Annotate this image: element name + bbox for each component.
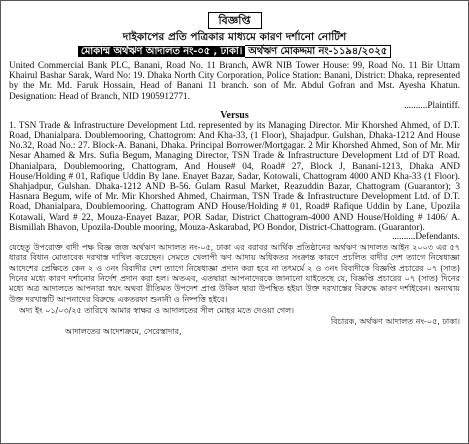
defendants-details: 1. TSN Trade & Infrastructure Development Ltd. represented by its Managing Director. Mir Khorshed Ahmed, of D.T. Road, Dhanialpara. Doublemooring, Chattogrom: And Kha-33, (1 Floor), Shajadpur. Gulshan, Dhaka-1212 And House No.32, Road No.: 27. Block-A. Banani, Dhaka. Principal Borrower/Mortgagar. 2 Mir Khorshed Ahmed, Son of Mr. Mir Nesar Ahamed & Mrs. Sufia Begum, Managing Director, TSN Trade & Infrastructure Development Ltd of DT Road. Dhanialpara, Doublemooring, Chattogram, And House# 04, Road# 27, Block J, Banani-1213, Dhaka AND House/Holding # 01, Rafique Uddin By lane. Enayet Bazar, Sadar, Kotowali, Chattogram 4000 AND Kha-33 (1 Floor). Shahjadpur, Gulshan. Dhaka-1212 AND B-56. Gulam Rasul Market, Reazuddin Bazar, Chattogram (Guarantor); 3 Hasnara Begum, wife of Mr. Mir Khorshed Ahmed, Chairman, TSN Trade & Infrastructure Development Ltd. of D.T. Road, Dhanialpara, Doublemooring. Chattogram AND House/Holding # 01, Road# Rafique Uddin by Lane, Upozila Kotawali, Ward # 22, Mouza-Enayet Bazar, POR Sadar, District Chattogram-4000 AND House/Holding # 1406/ A. Bismillah Bhavon, Upozila-Double mooring, Mouza-Askarabad, PO Bondor, District-Chattogram. (Guarantor). (9, 120, 460, 233)
plaintiff-section (9, 61, 460, 111)
judge-signature-line: বিচারক, অর্থঋণ আদালত নং-০৫, ঢাকা। (330, 316, 460, 326)
defendants-label: ..........Defendants. (392, 232, 460, 243)
versus-heading: Versus (220, 109, 249, 121)
notice-subtitle: দাইকাপের প্রতি পত্রিকার মাধ্যমে কারণ দর্শানো নোটিশ (122, 31, 347, 43)
title-wrap (9, 9, 460, 29)
issue-date-line: অদ্য ইং ০১/০৩/২৫ তারিখে আমার স্বাক্ষর ও আদালতের সীল মোহর মতে দেওয়া গেল। (19, 305, 295, 315)
defendants-section (9, 121, 460, 242)
case-number: অর্থঋণ মোকদ্দমা নং-১১৯৪/২০২৫ (245, 45, 391, 58)
notice-body: যেহেতু উপরোক্ত বাদী পক্ষ বিজ্ঞ জজ অর্থঋণ আদালত নং-০৫, ঢাকা এর বরাবর আর্থিক প্রতিষ্ঠানের অর্থঋণ আদালত আইন ২০০৩ এর ৫৭ ধারার বিধান মোতাবেক দরখাস্ত দাখিল করেছেন। সেমতে খেলাপী ঋণ আদায় অধিকতর সংক্রান্ত কারণে প্রচলিত বাদীর দেশ ত্যাগে নিষেধাজ্ঞা আদেশের প্রেক্ষিতে কেন ২ ও ৩নং বিবাদীর দেশ ত্যাগে নিষেধাজ্ঞা প্রদান করা হবে না তৎমর্মে ২ ও ৩নং বিবাদীকে বিজ্ঞপ্তি প্রচারের ০৭ (সাত) দিনের মধ্যে কারণ দর্শানোর নির্দেশ প্রদান করা হল। অতএব, এতদ্বারা আপনাদেরকে জানানো যাইতেছে যে, বিজ্ঞপ্তি প্রচারের ০৭ (সাত) দিনের মধ্যে অত্র আদালতে আপনারা স্বয়ং অথবা রীতিমত উপদেশ প্রাপ্ত উকিল দ্বারা উপস্থিত হইয়া উক্ত দরখাস্তের বিরুদ্ধে কারণ দর্শাইবেন। অন্যথায় উক্ত দরখাস্তটি আপনাদের বিরুদ্ধে একতরফা শুনানী ও নিষ্পত্তি হইবে। (9, 243, 460, 304)
court-name: মোকাম্ম অর্থঋণ আদালত নং-০৫ , ঢাকা। (78, 46, 245, 57)
plaintiff-label: ..........Plaintiff. (404, 100, 460, 111)
notice-title: বিজ্ঞপ্তি (208, 12, 262, 29)
plaintiff-details: United Commercial Bank PLC, Banani, Road No. 11 Branch, AWR NIB Tower House: 99, Road No. 11 Bir Uttam Khairul Bashar Sarak, Ward No: 19. Dhaka North City Corporation, Police Station: Banani, District: Dhaka, represented by the Mr. Md. Faruk Hossain, Head of Banani 11 branch. son of Mr. Abdul Gofran and Mst. Ayesha Khatun. Designation: Head of Branch, NID 1905912771. (9, 61, 460, 102)
case-reference-line (9, 45, 460, 58)
court-order-line: আদালতের আদেশক্রমে, সেরেস্তাদার, (65, 326, 182, 336)
